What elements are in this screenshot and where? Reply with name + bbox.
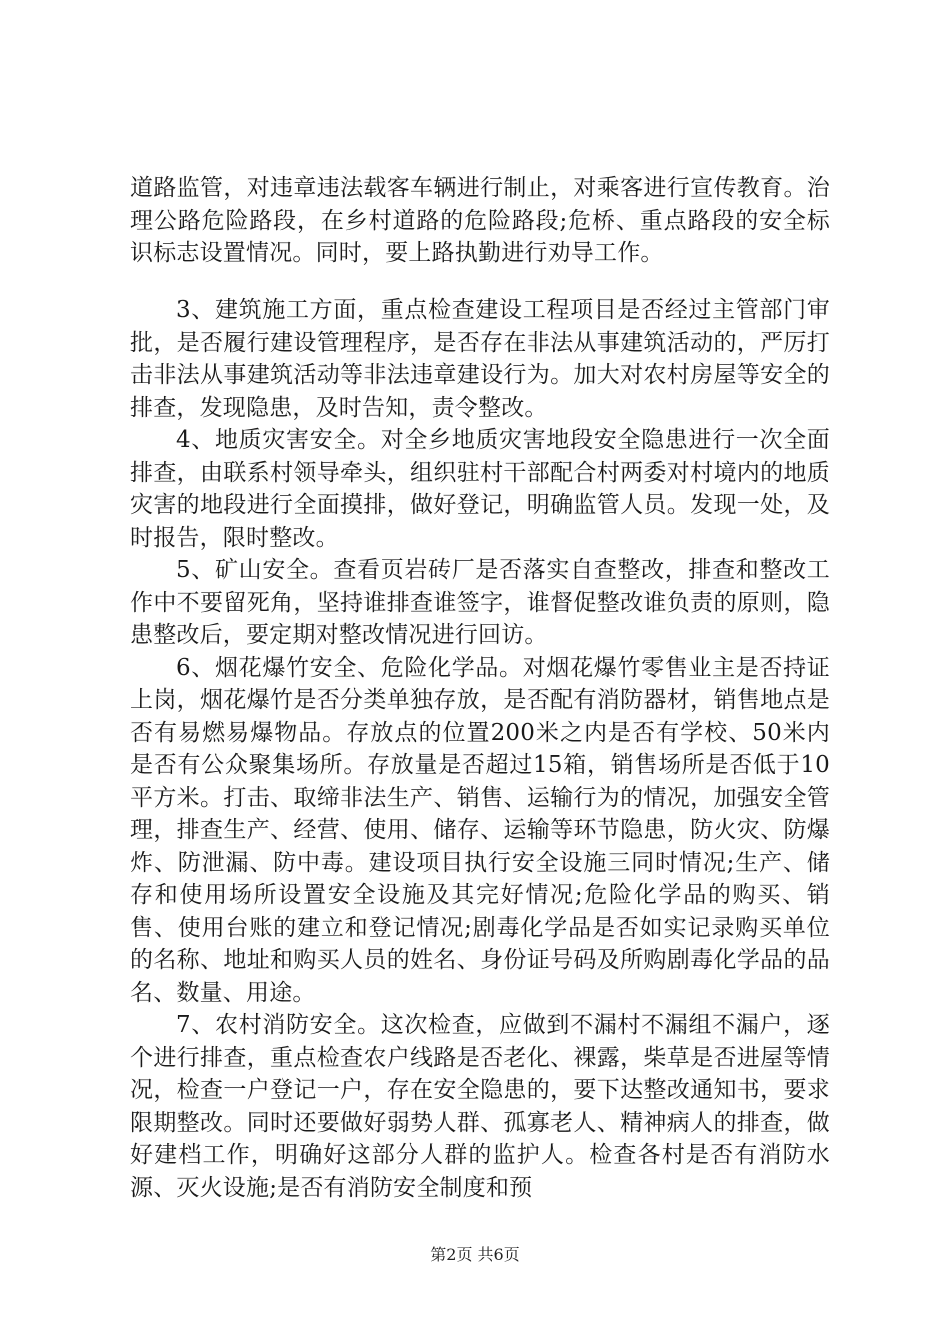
continuation-paragraph: 道路监管，对违章违法载客车辆进行制止，对乘客进行宣传教育。治理公路危险路段，在乡村道路的危险路段;危桥、重点路段的安全标识标志设置情况。同时，要上路执勤进行劝导工作。 bbox=[130, 175, 830, 266]
paragraph-fire-safety: 7、农村消防安全。这次检查，应做到不漏村不漏组不漏户，逐个进行排查，重点检查农户线路是否老化、裸露，柴草是否进屋等情况，检查一户登记一户，存在安全隐患的，要下达整改通知书，要求限期整改。同时还要做好弱势人群、孤寡老人、精神病人的排查，做好建档工作，明确好这部分人群的监护人。检查各村是否有消防水源、灭火设施;是否有消防安全制度和预 bbox=[130, 1012, 830, 1201]
page-number-footer: 第2页 共6页 bbox=[430, 1245, 520, 1264]
paragraph-geological-hazard: 4、地质灾害安全。对全乡地质灾害地段安全隐患进行一次全面排查，由联系村领导牵头，组织驻村干部配合村两委对村境内的地质灾害的地段进行全面摸排，做好登记，明确监管人员。发现一处，及时报告，限时整改。 bbox=[130, 427, 830, 551]
body-text bbox=[130, 294, 830, 1204]
paragraph-mine-safety: 5、矿山安全。查看页岩砖厂是否落实自查整改，排查和整改工作中不要留死角，坚持谁排查谁签字，谁督促整改谁负责的原则，隐患整改后，要定期对整改情况进行回访。 bbox=[130, 557, 830, 648]
paragraph-construction: 3、建筑施工方面，重点检查建设工程项目是否经过主管部门审批，是否履行建设管理程序，是否存在非法从事建筑活动的，严厉打击非法从事建筑活动等非法违章建设行为。加大对农村房屋等安全的排查，发现隐患，及时告知，责令整改。 bbox=[130, 297, 830, 421]
continuation-block bbox=[130, 172, 830, 270]
paragraph-fireworks-chemicals: 6、烟花爆竹安全、危险化学品。对烟花爆竹零售业主是否持证上岗，烟花爆竹是否分类单独存放，是否配有消防器材，销售地点是否有易燃易爆物品。存放点的位置200米之内是否有学校、50米内是否有公众聚集场所。存放量是否超过15箱，销售场所是否低于10平方米。打击、取缔非法生产、销售、运输行为的情况，加强安全管理，排查生产、经营、使用、储存、运输等环节隐患，防火灾、防爆炸、防泄漏、防中毒。建设项目执行安全设施三同时情况;生产、储存和使用场所设置安全设施及其完好情况;危险化学品的购买、销售、使用台账的建立和登记情况;剧毒化学品是否如实记录购买单位的名称、地址和购买人员的姓名、身份证号码及所购剧毒化学品的品名、数量、用途。 bbox=[130, 654, 830, 1006]
